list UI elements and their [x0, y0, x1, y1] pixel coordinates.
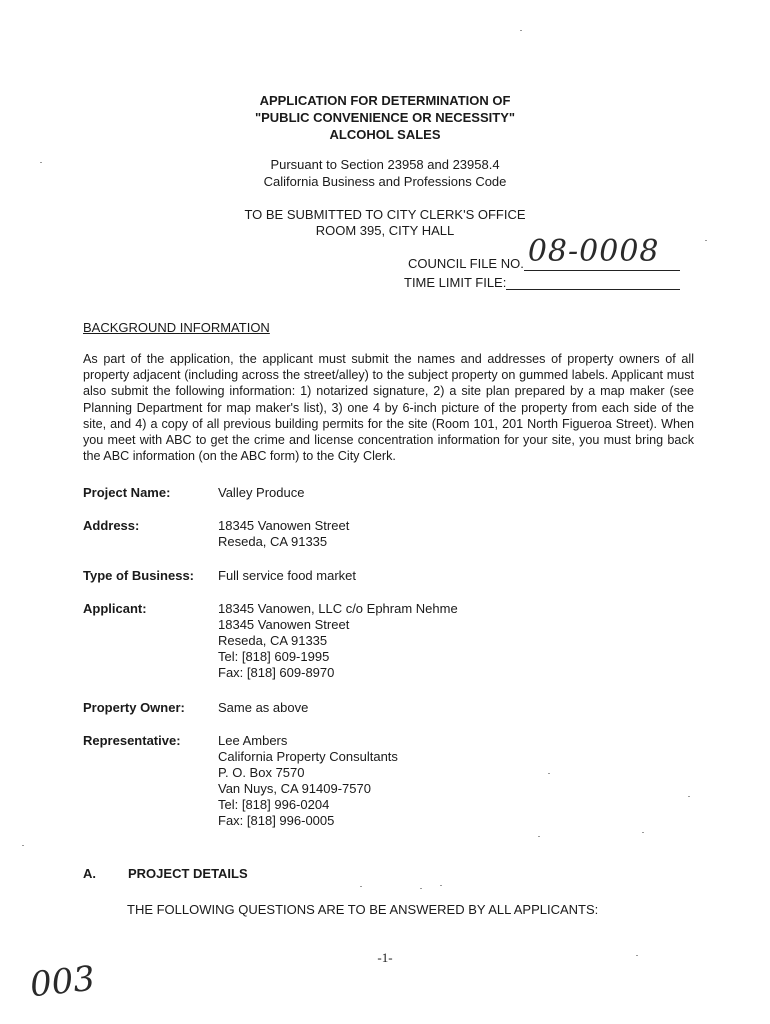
- section-a-title: PROJECT DETAILS: [128, 866, 248, 881]
- section-a-heading: [83, 866, 248, 881]
- representative-line: P. O. Box 7570: [218, 765, 305, 780]
- pursuant-line-1: Pursuant to Section 23958 and 23958.4: [270, 157, 500, 172]
- property-owner-label: Property Owner:: [83, 700, 185, 715]
- submission-line-1: TO BE SUBMITTED TO CITY CLERK'S OFFICE: [244, 207, 526, 222]
- council-file-field: [524, 234, 680, 271]
- business-type-label: Type of Business:: [83, 568, 195, 583]
- address-line: 18345 Vanowen Street: [218, 518, 350, 533]
- background-heading: BACKGROUND INFORMATION: [83, 320, 270, 335]
- address-value: [218, 518, 349, 550]
- council-file-handwritten: 08-0008: [527, 234, 660, 269]
- handwritten-page-mark: 003: [28, 958, 97, 1006]
- representative-row: [83, 733, 398, 829]
- address-line: Reseda, CA 91335: [218, 534, 328, 549]
- business-type-row: [83, 568, 356, 584]
- pursuant-statement: [0, 156, 770, 190]
- property-owner-row: [83, 700, 308, 716]
- pursuant-line-2: California Business and Professions Code: [263, 174, 507, 189]
- representative-line: Tel: [818] 996-0204: [218, 797, 330, 812]
- representative-line: Lee Ambers: [218, 733, 288, 748]
- title-line-2: "PUBLIC CONVENIENCE OR NECESSITY": [254, 110, 516, 125]
- applicant-label: Applicant:: [83, 601, 147, 616]
- representative-line: California Property Consultants: [218, 749, 398, 764]
- document-title: [0, 92, 770, 143]
- title-line-3: ALCOHOL SALES: [329, 127, 441, 142]
- applicant-line: 18345 Vanowen, LLC c/o Ephram Nehme: [218, 601, 458, 616]
- applicant-row: [83, 601, 458, 681]
- submission-line-2: ROOM 395, CITY HALL: [315, 223, 455, 238]
- council-file-row: [408, 234, 680, 271]
- project-name-row: [83, 485, 304, 501]
- page-number: -1-: [377, 950, 393, 965]
- business-type-value: Full service food market: [218, 568, 356, 583]
- time-limit-row: [404, 275, 680, 290]
- applicant-line: 18345 Vanowen Street: [218, 617, 350, 632]
- representative-value: [218, 733, 398, 829]
- address-row: [83, 518, 349, 550]
- time-limit-label: TIME LIMIT FILE:: [404, 275, 507, 290]
- representative-label: Representative:: [83, 733, 181, 748]
- address-label: Address:: [83, 518, 140, 533]
- representative-line: Fax: [818] 996-0005: [218, 813, 335, 828]
- applicant-line: Reseda, CA 91335: [218, 633, 328, 648]
- property-owner-value: Same as above: [218, 700, 309, 715]
- project-name-label: Project Name:: [83, 485, 171, 500]
- title-line-1: APPLICATION FOR DETERMINATION OF: [259, 93, 511, 108]
- council-file-label: COUNCIL FILE NO.: [408, 256, 524, 271]
- section-a-instruction: THE FOLLOWING QUESTIONS ARE TO BE ANSWERED BY ALL APPLICANTS:: [127, 902, 599, 917]
- applicant-value: [218, 601, 458, 681]
- representative-line: Van Nuys, CA 91409-7570: [218, 781, 371, 796]
- applicant-line: Tel: [818] 609-1995: [218, 649, 330, 664]
- project-name-value: Valley Produce: [218, 485, 305, 500]
- time-limit-field: [506, 275, 680, 290]
- applicant-line: Fax: [818] 609-8970: [218, 665, 335, 680]
- section-a-letter: A.: [83, 866, 96, 881]
- background-paragraph: As part of the application, the applicant must submit the names and addresses of property owners of all property adjacent (including across the street/alley) to the subject property on gummed labels. Applicant must also submit the following information: 1) notarized signature, 2) a site plan prepared by a map maker (see Planning Department for map maker's list), 3) one 4 by 6-inch picture of the property from each side of the site, and 4) a copy of all previous building permits for the site (Room 101, 201 North Figueroa Street). When you meet with ABC to get the crime and license concentration information for your site, you must bring back the ABC information (on the ABC form) to the City Clerk.: [83, 352, 694, 464]
